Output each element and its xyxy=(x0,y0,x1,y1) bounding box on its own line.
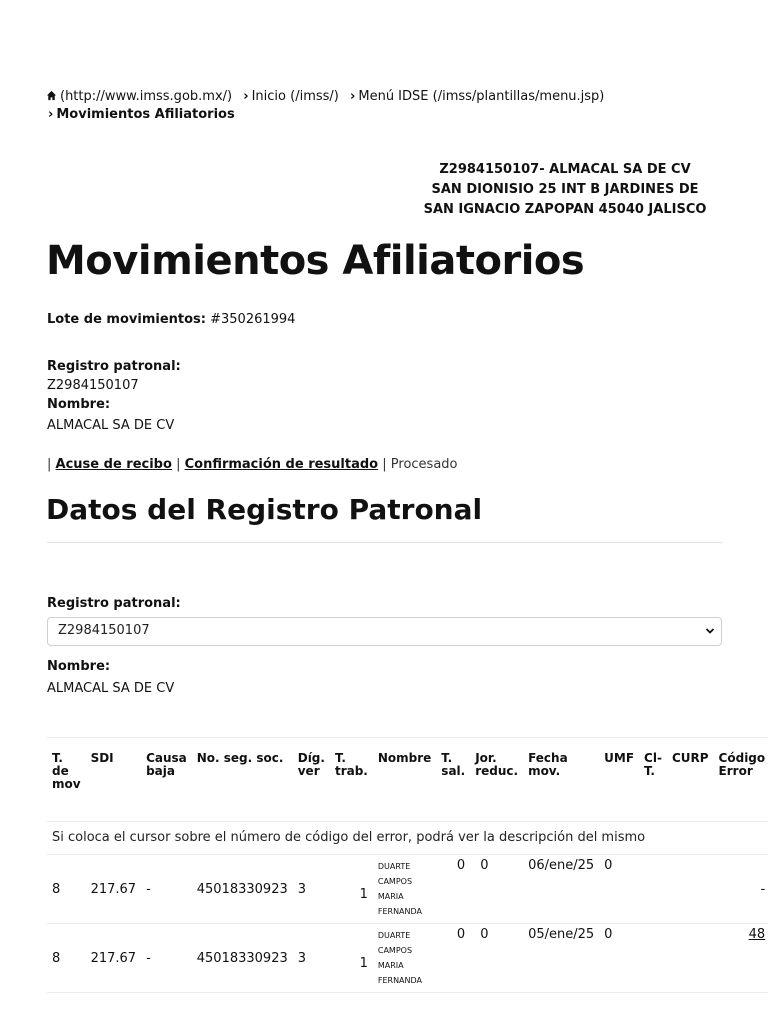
chevron-down-icon xyxy=(705,626,715,636)
cell-nombre xyxy=(373,924,436,993)
chevron-right-icon: › xyxy=(48,107,54,122)
col-causa-baja: Causa baja xyxy=(141,738,192,822)
divider xyxy=(47,542,722,543)
nombre-apellidos: DUARTE CAMPOS xyxy=(377,931,413,955)
col-tipo-sal: T. sal. xyxy=(436,738,470,822)
page-title: Movimientos Afiliatorios xyxy=(46,238,585,284)
breadcrumb-line-2 xyxy=(46,106,604,124)
table-note: Si coloca el cursor sobre el número de código del error, podrá ver la descripción del mismo xyxy=(47,822,768,855)
cell-clt xyxy=(639,924,667,993)
col-sdi: SDI xyxy=(86,738,142,822)
cell-clt xyxy=(639,855,667,924)
cell-nss: 45018330923 xyxy=(192,924,293,993)
section-title: Datos del Registro Patronal xyxy=(46,493,483,526)
cell-codigo-error: - xyxy=(714,855,768,924)
company-line-3: SAN IGNACIO ZAPOPAN 45040 JALISCO xyxy=(423,202,707,217)
registro-select-value: Z2984150107 xyxy=(58,623,150,638)
cell-fecha: 05/ene/25 xyxy=(523,924,599,993)
home-icon[interactable] xyxy=(46,90,57,101)
col-clt: Cl- T. xyxy=(639,738,667,822)
company-info xyxy=(415,160,715,220)
registro-value: Z2984150107 xyxy=(47,378,139,393)
cell-umf: 0 xyxy=(599,855,639,924)
cell-jornada: 0 xyxy=(470,855,523,924)
col-umf: UMF xyxy=(599,738,639,822)
chevron-right-icon: › xyxy=(243,89,249,104)
col-tipo-mov: T. de mov xyxy=(47,738,86,822)
cell-tipo-sal: 0 xyxy=(436,855,470,924)
breadcrumb-current: Movimientos Afiliatorios xyxy=(56,107,235,122)
col-codigo-error: Código Error xyxy=(714,738,768,822)
col-tipo-trab: T. trab. xyxy=(330,738,373,822)
col-jornada: Jor. reduc. xyxy=(470,738,523,822)
status-links xyxy=(47,457,458,472)
cell-digito: 3 xyxy=(293,924,330,993)
company-line-2: SAN DIONISIO 25 INT B JARDINES DE xyxy=(431,182,699,197)
cell-sdi: 217.67 xyxy=(86,855,142,924)
form-nombre-label: Nombre: xyxy=(47,659,111,674)
cell-tipo: 8 xyxy=(47,855,86,924)
acuse-link[interactable]: Acuse de recibo xyxy=(55,457,172,472)
breadcrumb-home-link[interactable]: (http://www.imss.gob.mx/) xyxy=(60,89,233,104)
lote-info xyxy=(47,312,295,327)
nombre-value: ALMACAL SA DE CV xyxy=(47,418,175,433)
confirmacion-link[interactable]: Confirmación de resultado xyxy=(184,457,379,472)
form-nombre-value: ALMACAL SA DE CV xyxy=(47,681,175,696)
registro-label: Registro patronal: xyxy=(47,359,181,374)
col-fecha: Fecha mov. xyxy=(523,738,599,822)
registro-select[interactable] xyxy=(47,617,722,646)
cell-codigo-error xyxy=(714,924,768,993)
breadcrumb-inicio-link[interactable]: Inicio (/imss/) xyxy=(251,89,339,104)
col-digito: Díg. ver xyxy=(293,738,330,822)
cell-digito: 3 xyxy=(293,855,330,924)
cell-tipo-trab: 1 xyxy=(330,855,373,924)
cell-causa: - xyxy=(141,924,192,993)
procesado-status: Procesado xyxy=(390,457,458,472)
links-separator: | xyxy=(382,457,387,472)
nombre-nombres: MARIA FERNANDA xyxy=(377,892,423,916)
breadcrumb-line-1 xyxy=(46,88,604,106)
cell-fecha: 06/ene/25 xyxy=(523,855,599,924)
registro-info xyxy=(47,357,181,435)
links-separator: | xyxy=(176,457,181,472)
cell-causa: - xyxy=(141,855,192,924)
nombre-nombres: MARIA FERNANDA xyxy=(377,961,423,985)
cell-curp xyxy=(667,924,714,993)
lote-value: #350261994 xyxy=(210,312,296,327)
table-note-row xyxy=(47,822,768,855)
links-separator: | xyxy=(47,457,52,472)
nombre-label: Nombre: xyxy=(47,397,111,412)
table-row xyxy=(47,855,768,924)
error-code-link[interactable]: 48 xyxy=(748,927,766,942)
cell-nss: 45018330923 xyxy=(192,855,293,924)
col-curp: CURP xyxy=(667,738,714,822)
breadcrumb xyxy=(46,88,604,124)
table-header-row xyxy=(47,738,768,822)
cell-nombre xyxy=(373,855,436,924)
cell-sdi: 217.67 xyxy=(86,924,142,993)
chevron-right-icon: › xyxy=(350,89,356,104)
lote-label: Lote de movimientos: xyxy=(47,312,206,327)
col-nombre: Nombre xyxy=(373,738,436,822)
movimientos-table xyxy=(47,737,768,993)
table-row xyxy=(47,924,768,993)
cell-tipo-sal: 0 xyxy=(436,924,470,993)
breadcrumb-menu-link[interactable]: Menú IDSE (/imss/plantillas/menu.jsp) xyxy=(358,89,605,104)
company-line-1: Z2984150107- ALMACAL SA DE CV xyxy=(439,162,691,177)
cell-tipo-trab: 1 xyxy=(330,924,373,993)
cell-umf: 0 xyxy=(599,924,639,993)
cell-tipo: 8 xyxy=(47,924,86,993)
cell-jornada: 0 xyxy=(470,924,523,993)
nombre-apellidos: DUARTE CAMPOS xyxy=(377,862,413,886)
col-nss: No. seg. soc. xyxy=(192,738,293,822)
form-registro-label: Registro patronal: xyxy=(47,596,181,611)
cell-curp xyxy=(667,855,714,924)
